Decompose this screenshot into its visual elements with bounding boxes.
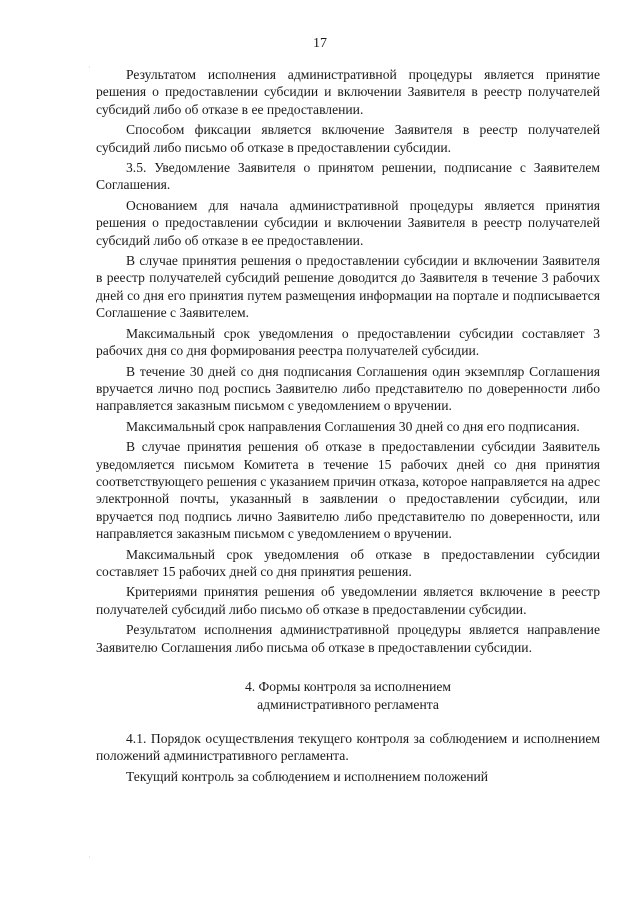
section-heading-line: 4. Формы контроля за исполнением — [244, 679, 452, 694]
section-heading-line: административного регламента — [257, 697, 439, 712]
paragraph: В случае принятия решения об отказе в предоставлении субсидии Заявитель уведомляется письмом Комитета в течение 15 рабочих дней со дня принятия соответствующего решения с указанием причин отказа, которое направляется на адрес электронной почты, указанный в заявлении о предоставлении субсидии, или вручается под подпись лично Заявителю либо представителю по доверенности, или направляется заказным письмом с уведомлением о вручении. — [96, 439, 600, 542]
paragraph: Максимальный срок уведомления об отказе в предоставлении субсидии составляет 15 рабочих дней со дня принятия решения. — [96, 546, 600, 579]
paragraph: Максимальный срок уведомления о предоставлении субсидии составляет 3 рабочих дня со дня формирования реестра получателей субсидии. — [96, 325, 600, 359]
section-heading — [96, 678, 600, 714]
paragraph: Максимальный срок направления Соглашения 30 дней со дня его подписания. — [126, 418, 580, 434]
paragraph: Основанием для начала административной процедуры является принятия решения о предоставлении субсидии и включении Заявителя в реестр получателей субсидий либо об отказе в ее предоставлении. — [96, 197, 600, 248]
paragraph: 3.5. Уведомление Заявителя о принятом решении, подписание с Заявителем Соглашения. — [96, 160, 600, 193]
paragraph: Результатом исполнения административной процедуры является принятие решения о предоставлении субсидии и включении Заявителя в реестр получателей субсидий либо об отказе в ее предоставлении. — [96, 67, 600, 117]
paragraph: Результатом исполнения административной процедуры является направление Заявителю Соглашения либо письма об отказе в предоставлении субсидии. — [96, 622, 600, 655]
paragraph: 4.1. Порядок осуществления текущего контроля за соблюдением и исполнением положений административного регламента. — [96, 731, 600, 764]
document-body — [96, 66, 600, 788]
scan-artifact: · — [88, 852, 91, 862]
paragraph: Текущий контроль за соблюдением и исполнением положений — [126, 768, 489, 784]
scan-artifact: · — [88, 62, 91, 72]
paragraph: Критериями принятия решения об уведомлении является включение в реестр получателей субсидий либо письмо об отказе в предоставлении субсидии. — [96, 584, 600, 617]
paragraph: В течение 30 дней со дня подписания Соглашения один экземпляр Соглашения вручается лично под роспись Заявителю либо представителю по доверенности либо направляется заказным письмом с уведомлением о вручении. — [96, 363, 600, 414]
page-number: 17 — [313, 36, 327, 51]
paragraph: В случае принятия решения о предоставлении субсидии и включении Заявителя в реестр получателей субсидий решение доводится до Заявителя в течение 3 рабочих дней со дня его принятия путем размещения информации на портале и подписывается Соглашение с Заявителем. — [96, 253, 600, 321]
paragraph: Способом фиксации является включение Заявителя в реестр получателей субсидий либо письмо об отказе в предоставлении субсидии. — [96, 122, 600, 155]
